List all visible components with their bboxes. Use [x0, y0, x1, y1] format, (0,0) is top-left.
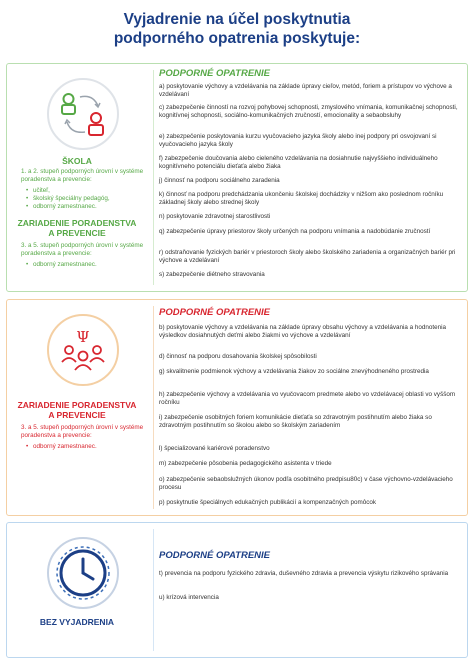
- list-item: p) poskytnutie špeciálnych edukačných publikácií a kompenzačných pomôcok: [159, 499, 377, 506]
- center-left-column: [7, 300, 147, 515]
- page-title: [0, 10, 474, 48]
- no-statement-title: BEZ VYJADRENIA: [39, 617, 115, 627]
- list-item: l) špecializované kariérové poradenstvo: [159, 445, 270, 452]
- school-desc: 1. a 2. stupeň podporných úrovní v systéme poradenstva a prevencie:: [21, 168, 144, 183]
- list-item: o) zabezpečenie sebaobslužných úkonov podľa osobitného predpisu80c) v čase výchovno-vzdelávacieho procesu: [159, 476, 453, 491]
- school-title2: [7, 218, 147, 238]
- school-divider: [153, 70, 154, 285]
- center-heading: PODPORNÉ OPATRENIE: [159, 307, 271, 318]
- school-heading: PODPORNÉ OPATRENIE: [159, 68, 271, 79]
- list-item: k) činnosť na podporu predchádzania ukončeniu školskej dochádzky v nižšom ako poslednom ročníku základnej školy alebo strednej školy: [159, 191, 444, 206]
- list-item: g) skvalitnenie podmienok výchovy a vzdelávania žiakov zo sociálne znevýhodneného prostredia: [159, 368, 429, 375]
- list-item: n) poskytovanie zdravotnej starostlivosti: [159, 213, 271, 220]
- center-title: [7, 400, 147, 420]
- list-item: m) zabezpečenie pôsobenia pedagogického asistenta v triede: [159, 460, 332, 467]
- list-item: i) zabezpečenie osobitných foriem komunikácie dieťaťa so zdravotným postihnutím alebo žiaka so zdravotným postihnutím so školou alebo so školským zariadením: [159, 414, 432, 429]
- school-title2-line2: A PREVENCIE: [48, 228, 106, 238]
- school-left-column: [7, 64, 147, 291]
- list-item: u) krízová intervencia: [159, 594, 219, 601]
- list-item: b) poskytovanie výchovy a vzdelávania na základe úpravy obsahu výchovy a vzdelávania a hodnotenia výsledkov dosiahnutých deťmi alebo žiakmi vo výchove a vzdelávaní: [159, 324, 447, 339]
- center-title-line2: A PREVENCIE: [48, 410, 106, 420]
- no-statement-divider: [153, 529, 154, 651]
- list-item: d) činnosť na podporu dosahovania školskej spôsobilosti: [159, 353, 317, 360]
- school-desc2: 3. a 5. stupeň podporných úrovní v systéme poradenstva a prevencie:: [21, 242, 144, 257]
- psychology-group-icon: [47, 314, 119, 386]
- school-right-column: [159, 64, 461, 291]
- clock-icon: [47, 537, 119, 609]
- school-title2-line1: ZARIADENIE PORADENSTVA: [17, 218, 137, 228]
- list-item: q) zabezpečenie úpravy priestorov školy určených na podporu vnímania a nadobúdanie zručností: [159, 228, 431, 235]
- list-item: s) zabezpečenie diétneho stravovania: [159, 271, 265, 278]
- center-divider: [153, 306, 154, 509]
- list-item: c) zabezpečenie činností na rozvoj pohybovej schopnosti, zmyslového vnímania, komunikačnej schopnosti, kognitívnej schopnosti, sociálno-komunikačných zručností, emocionality a sebaobsluhy: [159, 104, 458, 119]
- center-title-line1: ZARIADENIE PORADENSTVA: [17, 400, 137, 410]
- center-desc: 3. a 5. stupeň podporných úrovní v systéme poradenstva a prevencie:: [21, 424, 144, 439]
- no-statement-panel: [6, 522, 468, 658]
- school-panel: [6, 63, 468, 292]
- people-exchange-icon: [47, 78, 119, 150]
- list-item: r) odstraňovanie fyzických bariér v priestoroch školy alebo školského zariadenia a organizačných bariér pri výchove a vzdelávaní: [159, 249, 456, 264]
- school-bullet-3: • odborný zamestnanec.: [33, 203, 97, 211]
- page-title-line1: Vyjadrenie na účel poskytnutia: [123, 11, 351, 28]
- no-statement-right-column: [159, 523, 461, 657]
- school-bullet-1: • učiteľ,: [33, 187, 50, 195]
- list-item: a) poskytovanie výchovy a vzdelávania na základe úpravy cieľov, metód, foriem a prístupov vo výchove a vzdelávaní: [159, 83, 452, 98]
- list-item: j) činnosť na podporu sociálneho zaradenia: [159, 177, 280, 184]
- page-title-line2: podporného opatrenia poskytuje:: [113, 30, 361, 47]
- no-statement-left-column: [7, 523, 147, 657]
- svg-text:Ψ: Ψ: [76, 328, 90, 346]
- center-right-column: [159, 300, 461, 515]
- list-item: h) zabezpečenie výchovy a vzdelávania vo vyučovacom predmete alebo vo vzdelávacej oblasti vo vyššom ročníku: [159, 391, 456, 406]
- center-panel: [6, 299, 468, 516]
- school-bullet2-1: • odborný zamestnanec.: [33, 261, 97, 269]
- center-bullet-1: • odborný zamestnanec.: [33, 443, 97, 451]
- list-item: e) zabezpečenie poskytovania kurzu vyučovacieho jazyka školy alebo inej podpory pri osvojovaní si vyučovacieho jazyka školy: [159, 133, 437, 148]
- school-bullet-2: • školský špeciálny pedagóg,: [33, 195, 110, 203]
- list-item: f) zabezpečenie doučovania alebo cieleného vzdelávania na dosiahnutie najvyššieho individuálneho kognitívneho potenciálu dieťaťa alebo žiaka: [159, 155, 438, 170]
- no-statement-heading: PODPORNÉ OPATRENIE: [159, 550, 271, 561]
- list-item: t) prevencia na podporu fyzického zdravia, duševného zdravia a prevencia výskytu rizikového správania: [159, 570, 449, 577]
- school-title: ŠKOLA: [62, 156, 92, 166]
